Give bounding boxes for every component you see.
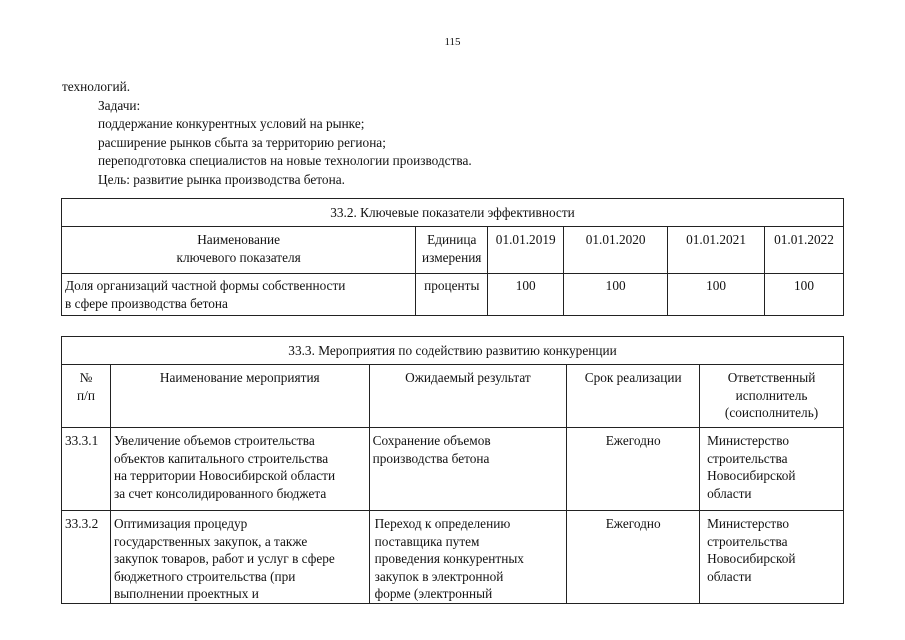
measures-table bbox=[61, 336, 844, 604]
table-row bbox=[62, 511, 844, 604]
measure-name: Оптимизация процедур государственных закупок, а также закупок товаров, работ и услуг в сфере бюджетного строительства (при выполнении проектных и bbox=[110, 511, 369, 604]
header-expected-result: Ожидаемый результат bbox=[369, 365, 567, 428]
header-date: 01.01.2022 bbox=[765, 227, 844, 274]
header-date: 01.01.2019 bbox=[488, 227, 564, 274]
indicator-name: Доля организаций частной формы собственности в сфере производства бетона bbox=[62, 274, 416, 316]
measure-name: Увеличение объемов строительства объектов капитального строительства на территории Новосибирской области за счет консолидированного бюджета bbox=[110, 428, 369, 511]
goal-line: Цель: развитие рынка производства бетона. bbox=[98, 171, 345, 187]
term: Ежегодно bbox=[567, 511, 700, 604]
kpi-table-title: 33.2. Ключевые показатели эффективности bbox=[62, 199, 844, 227]
task-item: переподготовка специалистов на новые технологии производства. bbox=[98, 153, 472, 168]
indicator-value: 100 bbox=[668, 274, 765, 316]
indicator-value: 100 bbox=[564, 274, 668, 316]
tasks-heading: Задачи: bbox=[98, 97, 141, 113]
table-row bbox=[62, 274, 844, 316]
page-number: 115 bbox=[444, 36, 461, 48]
row-number: 33.3.2 bbox=[62, 511, 111, 604]
indicator-value: 100 bbox=[488, 274, 564, 316]
header-indicator-name: Наименование ключевого показателя bbox=[62, 227, 416, 274]
measures-table-title: 33.3. Мероприятия по содействию развитию конкуренции bbox=[62, 337, 844, 365]
term: Ежегодно bbox=[567, 428, 700, 511]
table-row bbox=[62, 428, 844, 511]
header-unit: Единица измерения bbox=[416, 227, 488, 274]
indicator-value: 100 bbox=[765, 274, 844, 316]
kpi-table bbox=[61, 198, 844, 316]
intro-text bbox=[62, 78, 472, 189]
header-number: № п/п bbox=[62, 365, 111, 428]
indicator-unit: проценты bbox=[416, 274, 488, 316]
intro-line: технологий. bbox=[62, 79, 131, 94]
header-responsible: Ответственный исполнитель (соисполнитель) bbox=[700, 365, 844, 428]
header-date: 01.01.2020 bbox=[564, 227, 668, 274]
row-number: 33.3.1 bbox=[62, 428, 111, 511]
expected-result: Переход к определению поставщика путем проведения конкурентных закупок в электронной форме (электронный bbox=[369, 511, 567, 604]
responsible: Министерство строительства Новосибирской области bbox=[700, 428, 844, 511]
task-item: поддержание конкурентных условий на рынке; bbox=[98, 116, 365, 131]
task-item: расширение рынков сбыта за территорию региона; bbox=[98, 134, 386, 150]
header-date: 01.01.2021 bbox=[668, 227, 765, 274]
header-measure-name: Наименование мероприятия bbox=[110, 365, 369, 428]
responsible: Министерство строительства Новосибирской области bbox=[700, 511, 844, 604]
header-term: Срок реализации bbox=[567, 365, 700, 428]
expected-result: Сохранение объемов производства бетона bbox=[369, 428, 567, 511]
